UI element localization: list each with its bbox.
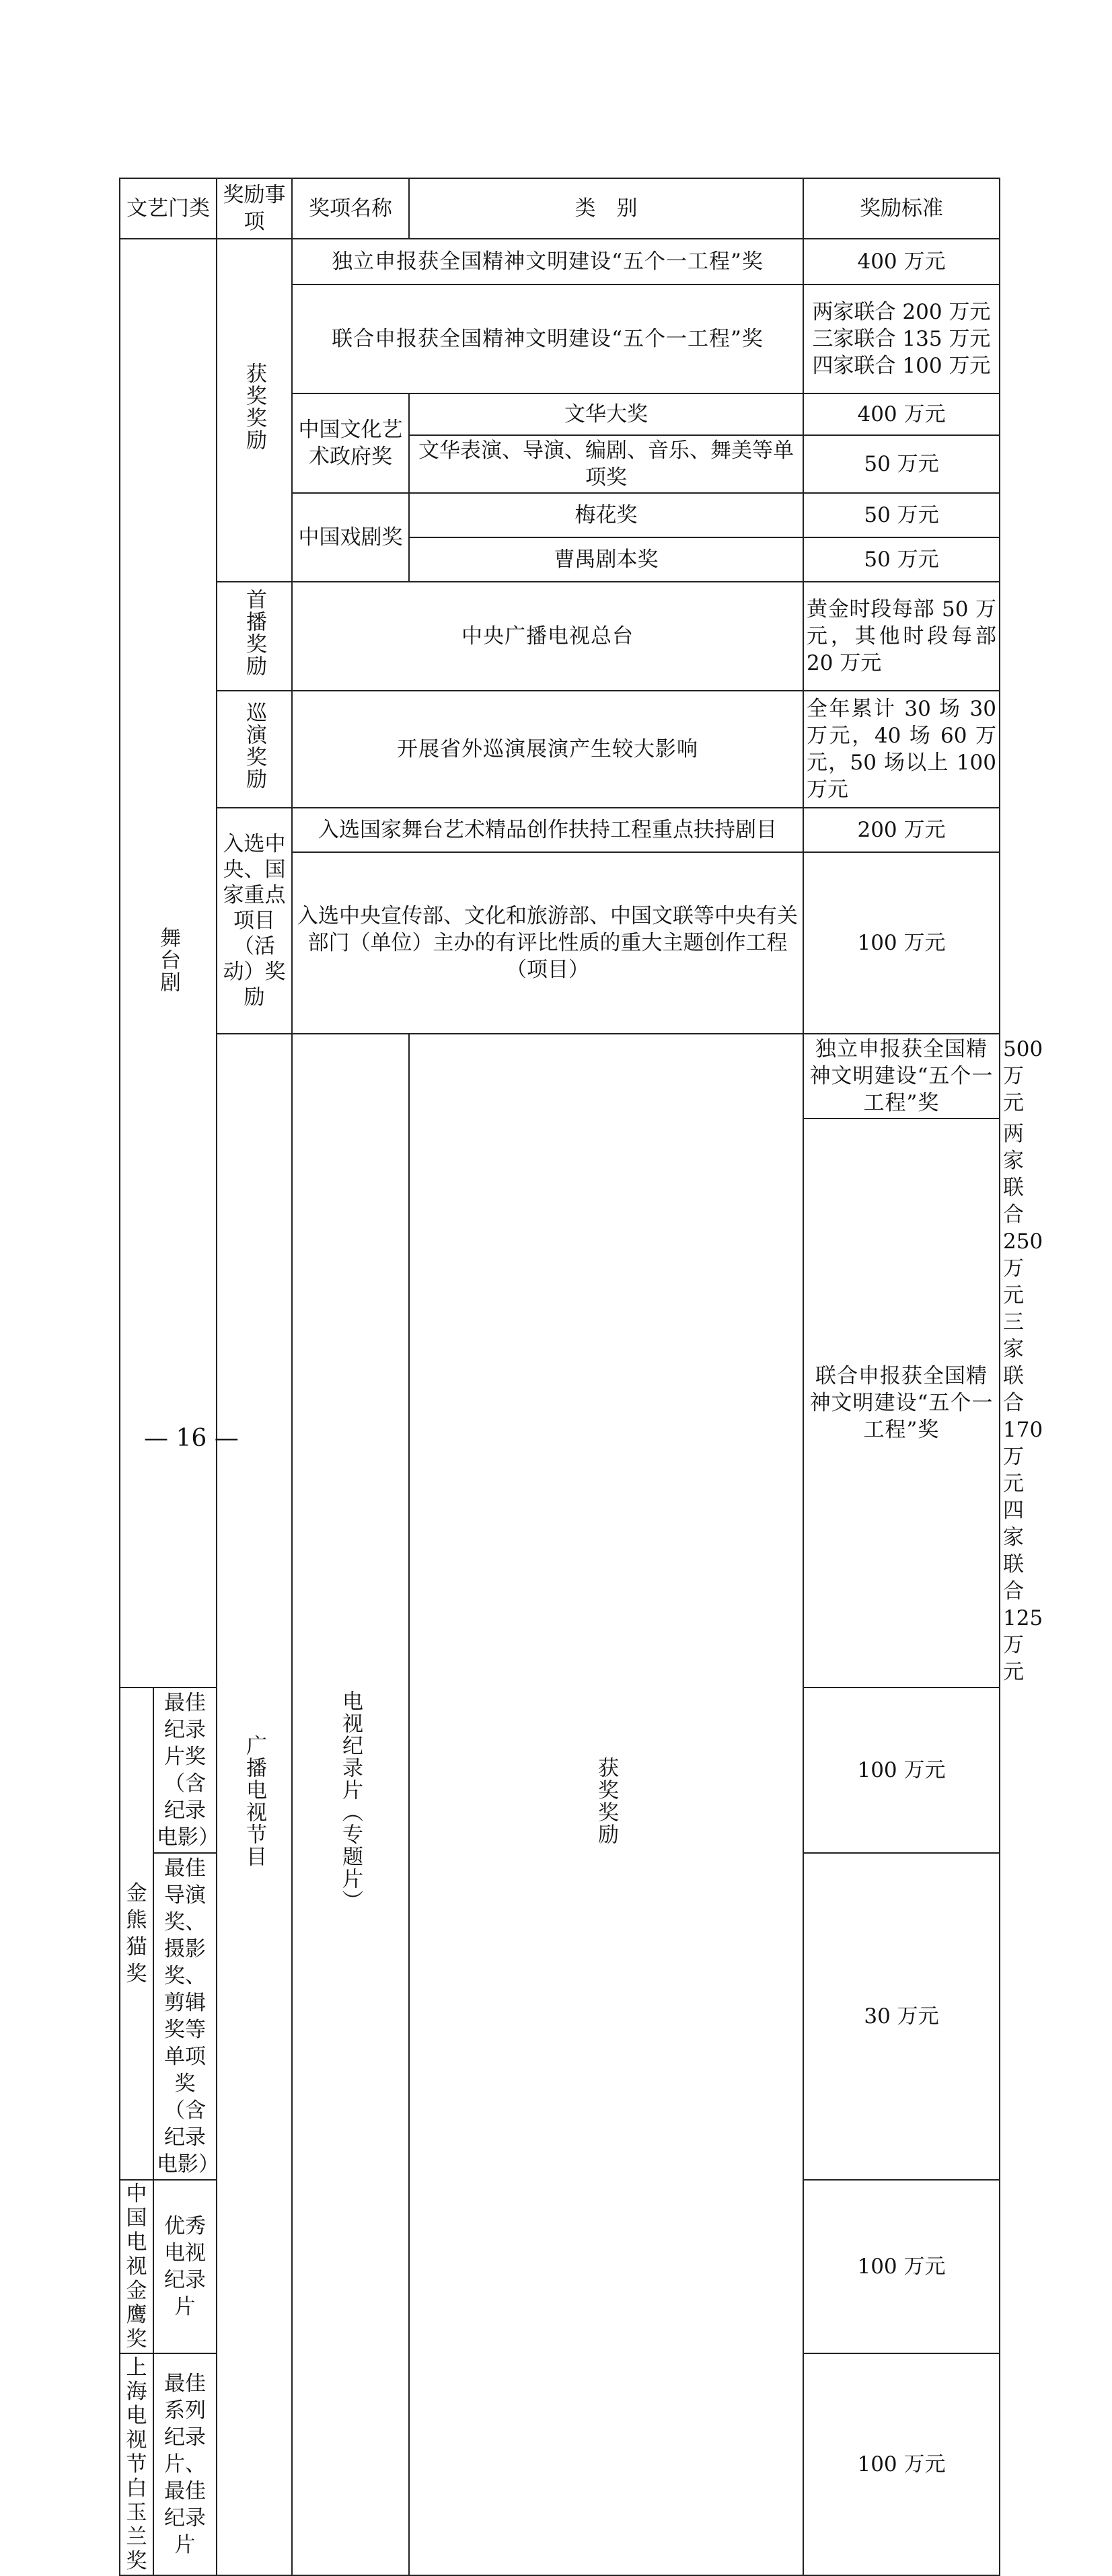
header-category: 文艺门类 <box>120 178 217 239</box>
page-number: — 16 — <box>144 1425 239 1452</box>
tv-wugeyi-solo: 独立申报获全国精神文明建设“五个一工程”奖 <box>803 1034 1000 1119</box>
stage-wenhua-single: 文华表演、导演、编剧、音乐、舞美等单项奖 <box>409 435 803 493</box>
stage-plum-std: 50 万元 <box>803 493 1000 537</box>
stage-wugeyi-joint: 联合申报获全国精神文明建设“五个一工程”奖 <box>292 285 803 393</box>
stage-selected-2: 入选中央宣传部、文化和旅游部、中国文联等中央有关部门（单位）主办的有评比性质的重大主题创作工程（项目） <box>292 852 803 1034</box>
stage-wenhua-single-std: 50 万元 <box>803 435 1000 493</box>
stage-tour-type: 开展省外巡演展演产生较大影响 <box>292 691 803 808</box>
table-row <box>120 582 1000 691</box>
tv-panda-best-std: 100 万元 <box>803 1688 1000 1853</box>
tv-panda-single-std: 30 万元 <box>803 1853 1000 2180</box>
item-stage-premiere: 首播奖励 <box>217 582 292 691</box>
header-item: 奖励事项 <box>217 178 292 239</box>
item-stage-selected: 入选中央、国家重点项目（活动）奖励 <box>217 808 292 1034</box>
award-standards-table <box>119 178 1043 2576</box>
tv-panda-award: 金熊猫奖 <box>120 1688 153 2180</box>
stage-selected-1: 入选国家舞台艺术精品创作扶持工程重点扶持剧目 <box>292 808 803 852</box>
category-stage: 舞台剧 <box>120 239 217 1688</box>
table-row <box>120 691 1000 808</box>
item-tv-awards: 获奖奖励 <box>409 1034 803 2575</box>
stage-wenhua-grand: 文华大奖 <box>409 393 803 435</box>
tv-eagle-std: 100 万元 <box>803 2180 1000 2353</box>
table-row <box>120 239 1000 285</box>
stage-wugeyi-joint-std: 两家联合 200 万元 三家联合 135 万元 四家联合 100 万元 <box>803 285 1000 393</box>
tv-eagle-type: 优秀电视纪录片 <box>153 2180 217 2353</box>
stage-selected-2-std: 100 万元 <box>803 852 1000 1034</box>
stage-tour-std: 全年累计 30 场 30 万元，40 场 60 万元，50 场以上 100 万元 <box>803 691 1000 808</box>
table-row: 广播电视节目 电视纪录片（专题片） 获奖奖励 独立申报获全国精神文明建设“五个一工程”奖 500 万元 <box>120 1034 1000 1119</box>
stage-caoyu: 曹禺剧本奖 <box>409 537 803 582</box>
tv-magnolia-award: 上海电视节白玉兰奖 <box>120 2353 153 2575</box>
stage-wenhua-grand-std: 400 万元 <box>803 393 1000 435</box>
stage-wenhua-award: 中国文化艺术政府奖 <box>292 393 409 493</box>
header-row <box>120 178 1000 239</box>
tv-eagle-award: 中国电视金鹰奖 <box>120 2180 153 2353</box>
tv-wugeyi-joint: 联合申报获全国精神文明建设“五个一工程”奖 <box>803 1119 1000 1688</box>
stage-wugeyi-solo: 独立申报获全国精神文明建设“五个一工程”奖 <box>292 239 803 285</box>
table-row: 联合申报获全国精神文明建设“五个一工程”奖 两家联合 250 万元 三家联合 170 万元 四家联合 125 万元 <box>120 1119 1000 1688</box>
subcategory-tv-documentary: 电视纪录片（专题片） <box>292 1034 409 2575</box>
tv-panda-best: 最佳纪录片奖（含纪录电影） <box>153 1688 217 1853</box>
stage-wugeyi-solo-std: 400 万元 <box>803 239 1000 285</box>
item-stage-tour: 巡演奖励 <box>217 691 292 808</box>
header-award-name: 奖项名称 <box>292 178 409 239</box>
header-standard: 奖励标准 <box>803 178 1000 239</box>
stage-premiere-std: 黄金时段每部 50 万元，其他时段每部 20 万元 <box>803 582 1000 691</box>
stage-caoyu-std: 50 万元 <box>803 537 1000 582</box>
stage-premiere-type: 中央广播电视总台 <box>292 582 803 691</box>
header-type: 类 别 <box>409 178 803 239</box>
tv-magnolia-std: 100 万元 <box>803 2353 1000 2575</box>
category-tv: 广播电视节目 <box>217 1034 292 2575</box>
tv-magnolia-type: 最佳系列纪录片、最佳纪录片 <box>153 2353 217 2575</box>
table-row <box>120 808 1000 852</box>
stage-plum: 梅花奖 <box>409 493 803 537</box>
item-stage-awards: 获奖奖励 <box>217 239 292 582</box>
tv-panda-single: 最佳导演奖、摄影奖、剪辑奖等单项奖（含纪录电影） <box>153 1853 217 2180</box>
stage-selected-1-std: 200 万元 <box>803 808 1000 852</box>
stage-drama-award: 中国戏剧奖 <box>292 493 409 582</box>
